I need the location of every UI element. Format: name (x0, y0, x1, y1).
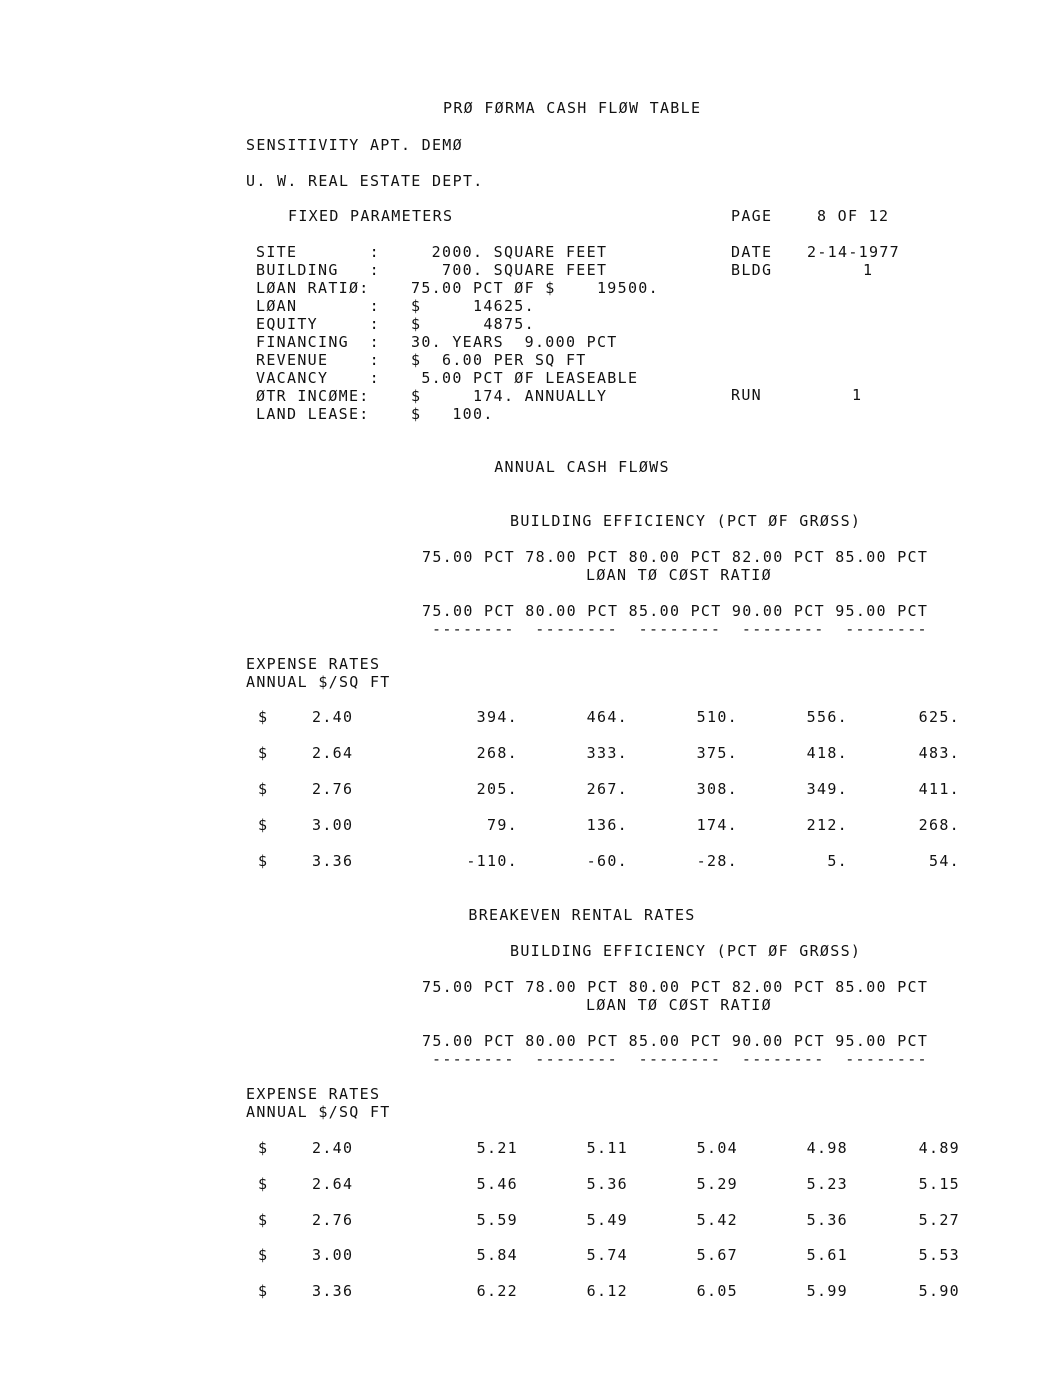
table-cell: 5.90 (918, 1282, 960, 1300)
table-cell: 5.36 (806, 1211, 848, 1229)
table-cell: 464. (586, 708, 628, 726)
table-cell: -60. (586, 852, 628, 870)
page-label: PAGE (731, 207, 773, 225)
run-label: RUN (731, 386, 762, 404)
organization: U. W. REAL ESTATE DEPT. (246, 172, 484, 190)
loan-to-cost-heading: LØAN TØ CØST RATIØ (586, 566, 772, 584)
table-cell: 5.21 (476, 1139, 518, 1157)
currency-symbol: $ (258, 1282, 269, 1300)
table-title: BREAKEVEN RENTAL RATES (468, 906, 696, 924)
parameter-label: BUILDING : (256, 261, 380, 279)
currency-symbol: $ (258, 1139, 269, 1157)
parameter-value: $ 6.00 PER SQ FT (411, 351, 587, 369)
table-cell: 4.98 (806, 1139, 848, 1157)
parameter-label: SITE : (256, 243, 380, 261)
parameter-value: $ 14625. (411, 297, 535, 315)
table-cell: 5.23 (806, 1175, 848, 1193)
table-cell: 5.29 (696, 1175, 738, 1193)
efficiency-heading: BUILDING EFFICIENCY (PCT ØF GRØSS) (510, 512, 862, 530)
table-cell: 136. (586, 816, 628, 834)
expense-rate: 2.76 (312, 1211, 354, 1229)
parameter-value: 5.00 PCT ØF LEASEABLE (411, 369, 639, 387)
table-cell: 212. (806, 816, 848, 834)
table-cell: -28. (696, 852, 738, 870)
date-label: DATE (731, 243, 773, 261)
table-cell: 6.22 (476, 1282, 518, 1300)
table-cell: 174. (696, 816, 738, 834)
table-cell: 308. (696, 780, 738, 798)
parameter-value: 2000. SQUARE FEET (411, 243, 608, 261)
expense-rate: 2.40 (312, 1139, 354, 1157)
table-cell: 268. (918, 816, 960, 834)
parameter-value: 700. SQUARE FEET (411, 261, 608, 279)
parameter-value: $ 4875. (411, 315, 535, 333)
currency-symbol: $ (258, 1246, 269, 1264)
table-cell: 5.46 (476, 1175, 518, 1193)
table-cell: 5.59 (476, 1211, 518, 1229)
parameter-label: LØAN : (256, 297, 380, 315)
row-heading: ANNUAL $/SQ FT (246, 1103, 391, 1121)
table-cell: 483. (918, 744, 960, 762)
table-cell: 5.42 (696, 1211, 738, 1229)
parameter-label: LAND LEASE: (256, 405, 370, 423)
expense-rate: 2.64 (312, 744, 354, 762)
table-cell: 54. (929, 852, 960, 870)
table-cell: 6.12 (586, 1282, 628, 1300)
currency-symbol: $ (258, 1211, 269, 1229)
table-cell: 79. (487, 816, 518, 834)
parameter-value: $ 174. ANNUALLY (411, 387, 608, 405)
loan-to-cost-values: 75.00 PCT 80.00 PCT 85.00 PCT 90.00 PCT 95.00 PCT (422, 1032, 929, 1050)
parameter-label: REVENUE : (256, 351, 380, 369)
table-cell: 375. (696, 744, 738, 762)
parameter-value: $ 100. (411, 405, 494, 423)
table-cell: 5.27 (918, 1211, 960, 1229)
parameter-value: 30. YEARS 9.000 PCT (411, 333, 618, 351)
report-subtitle: SENSITIVITY APT. DEMØ (246, 136, 463, 154)
efficiency-values: 75.00 PCT 78.00 PCT 80.00 PCT 82.00 PCT 85.00 PCT (422, 548, 929, 566)
efficiency-values: 75.00 PCT 78.00 PCT 80.00 PCT 82.00 PCT 85.00 PCT (422, 978, 929, 996)
expense-rate: 3.36 (312, 852, 354, 870)
parameter-label: EQUITY : (256, 315, 380, 333)
table-cell: 349. (806, 780, 848, 798)
table-cell: 205. (476, 780, 518, 798)
expense-rate: 2.40 (312, 708, 354, 726)
loan-to-cost-heading: LØAN TØ CØST RATIØ (586, 996, 772, 1014)
currency-symbol: $ (258, 852, 269, 870)
loan-to-cost-values: 75.00 PCT 80.00 PCT 85.00 PCT 90.00 PCT 95.00 PCT (422, 602, 929, 620)
column-underline: -------- -------- -------- -------- -------- (432, 1050, 928, 1068)
table-title: ANNUAL CASH FLØWS (494, 458, 670, 476)
table-cell: 411. (918, 780, 960, 798)
table-cell: 333. (586, 744, 628, 762)
bldg-label: BLDG (731, 261, 773, 279)
row-heading: EXPENSE RATES (246, 655, 381, 673)
expense-rate: 3.36 (312, 1282, 354, 1300)
parameter-label: ØTR INCØME: (256, 387, 370, 405)
run-value: 1 (852, 386, 863, 404)
table-cell: 5.36 (586, 1175, 628, 1193)
parameter-label: FINANCING : (256, 333, 380, 351)
expense-rate: 2.64 (312, 1175, 354, 1193)
table-cell: 268. (476, 744, 518, 762)
fixed-parameters-heading: FIXED PARAMETERS (288, 207, 454, 225)
table-cell: 6.05 (696, 1282, 738, 1300)
expense-rate: 2.76 (312, 780, 354, 798)
row-heading: EXPENSE RATES (246, 1085, 381, 1103)
currency-symbol: $ (258, 744, 269, 762)
table-cell: 5.53 (918, 1246, 960, 1264)
table-cell: 5.99 (806, 1282, 848, 1300)
table-cell: 5.04 (696, 1139, 738, 1157)
table-cell: 418. (806, 744, 848, 762)
page-value: 8 OF 12 (817, 207, 890, 225)
table-cell: 5.74 (586, 1246, 628, 1264)
table-cell: -110. (466, 852, 518, 870)
table-cell: 4.89 (918, 1139, 960, 1157)
parameter-label: VACANCY : (256, 369, 380, 387)
column-underline: -------- -------- -------- -------- -------- (432, 620, 928, 638)
table-cell: 510. (696, 708, 738, 726)
expense-rate: 3.00 (312, 1246, 354, 1264)
table-cell: 5.15 (918, 1175, 960, 1193)
table-cell: 5.11 (586, 1139, 628, 1157)
table-cell: 625. (918, 708, 960, 726)
date-value: 2-14-1977 (807, 243, 900, 261)
row-heading: ANNUAL $/SQ FT (246, 673, 391, 691)
currency-symbol: $ (258, 1175, 269, 1193)
expense-rate: 3.00 (312, 816, 354, 834)
table-cell: 5.61 (806, 1246, 848, 1264)
currency-symbol: $ (258, 816, 269, 834)
bldg-value: 1 (863, 261, 874, 279)
parameter-value: 75.00 PCT ØF $ 19500. (411, 279, 659, 297)
currency-symbol: $ (258, 780, 269, 798)
currency-symbol: $ (258, 708, 269, 726)
efficiency-heading: BUILDING EFFICIENCY (PCT ØF GRØSS) (510, 942, 862, 960)
parameter-label: LØAN RATIØ: (256, 279, 370, 297)
report-title: PRØ FØRMA CASH FLØW TABLE (443, 99, 702, 117)
table-cell: 5.49 (586, 1211, 628, 1229)
table-cell: 394. (476, 708, 518, 726)
table-cell: 5.67 (696, 1246, 738, 1264)
table-cell: 267. (586, 780, 628, 798)
table-cell: 5.84 (476, 1246, 518, 1264)
table-cell: 556. (806, 708, 848, 726)
table-cell: 5. (827, 852, 848, 870)
